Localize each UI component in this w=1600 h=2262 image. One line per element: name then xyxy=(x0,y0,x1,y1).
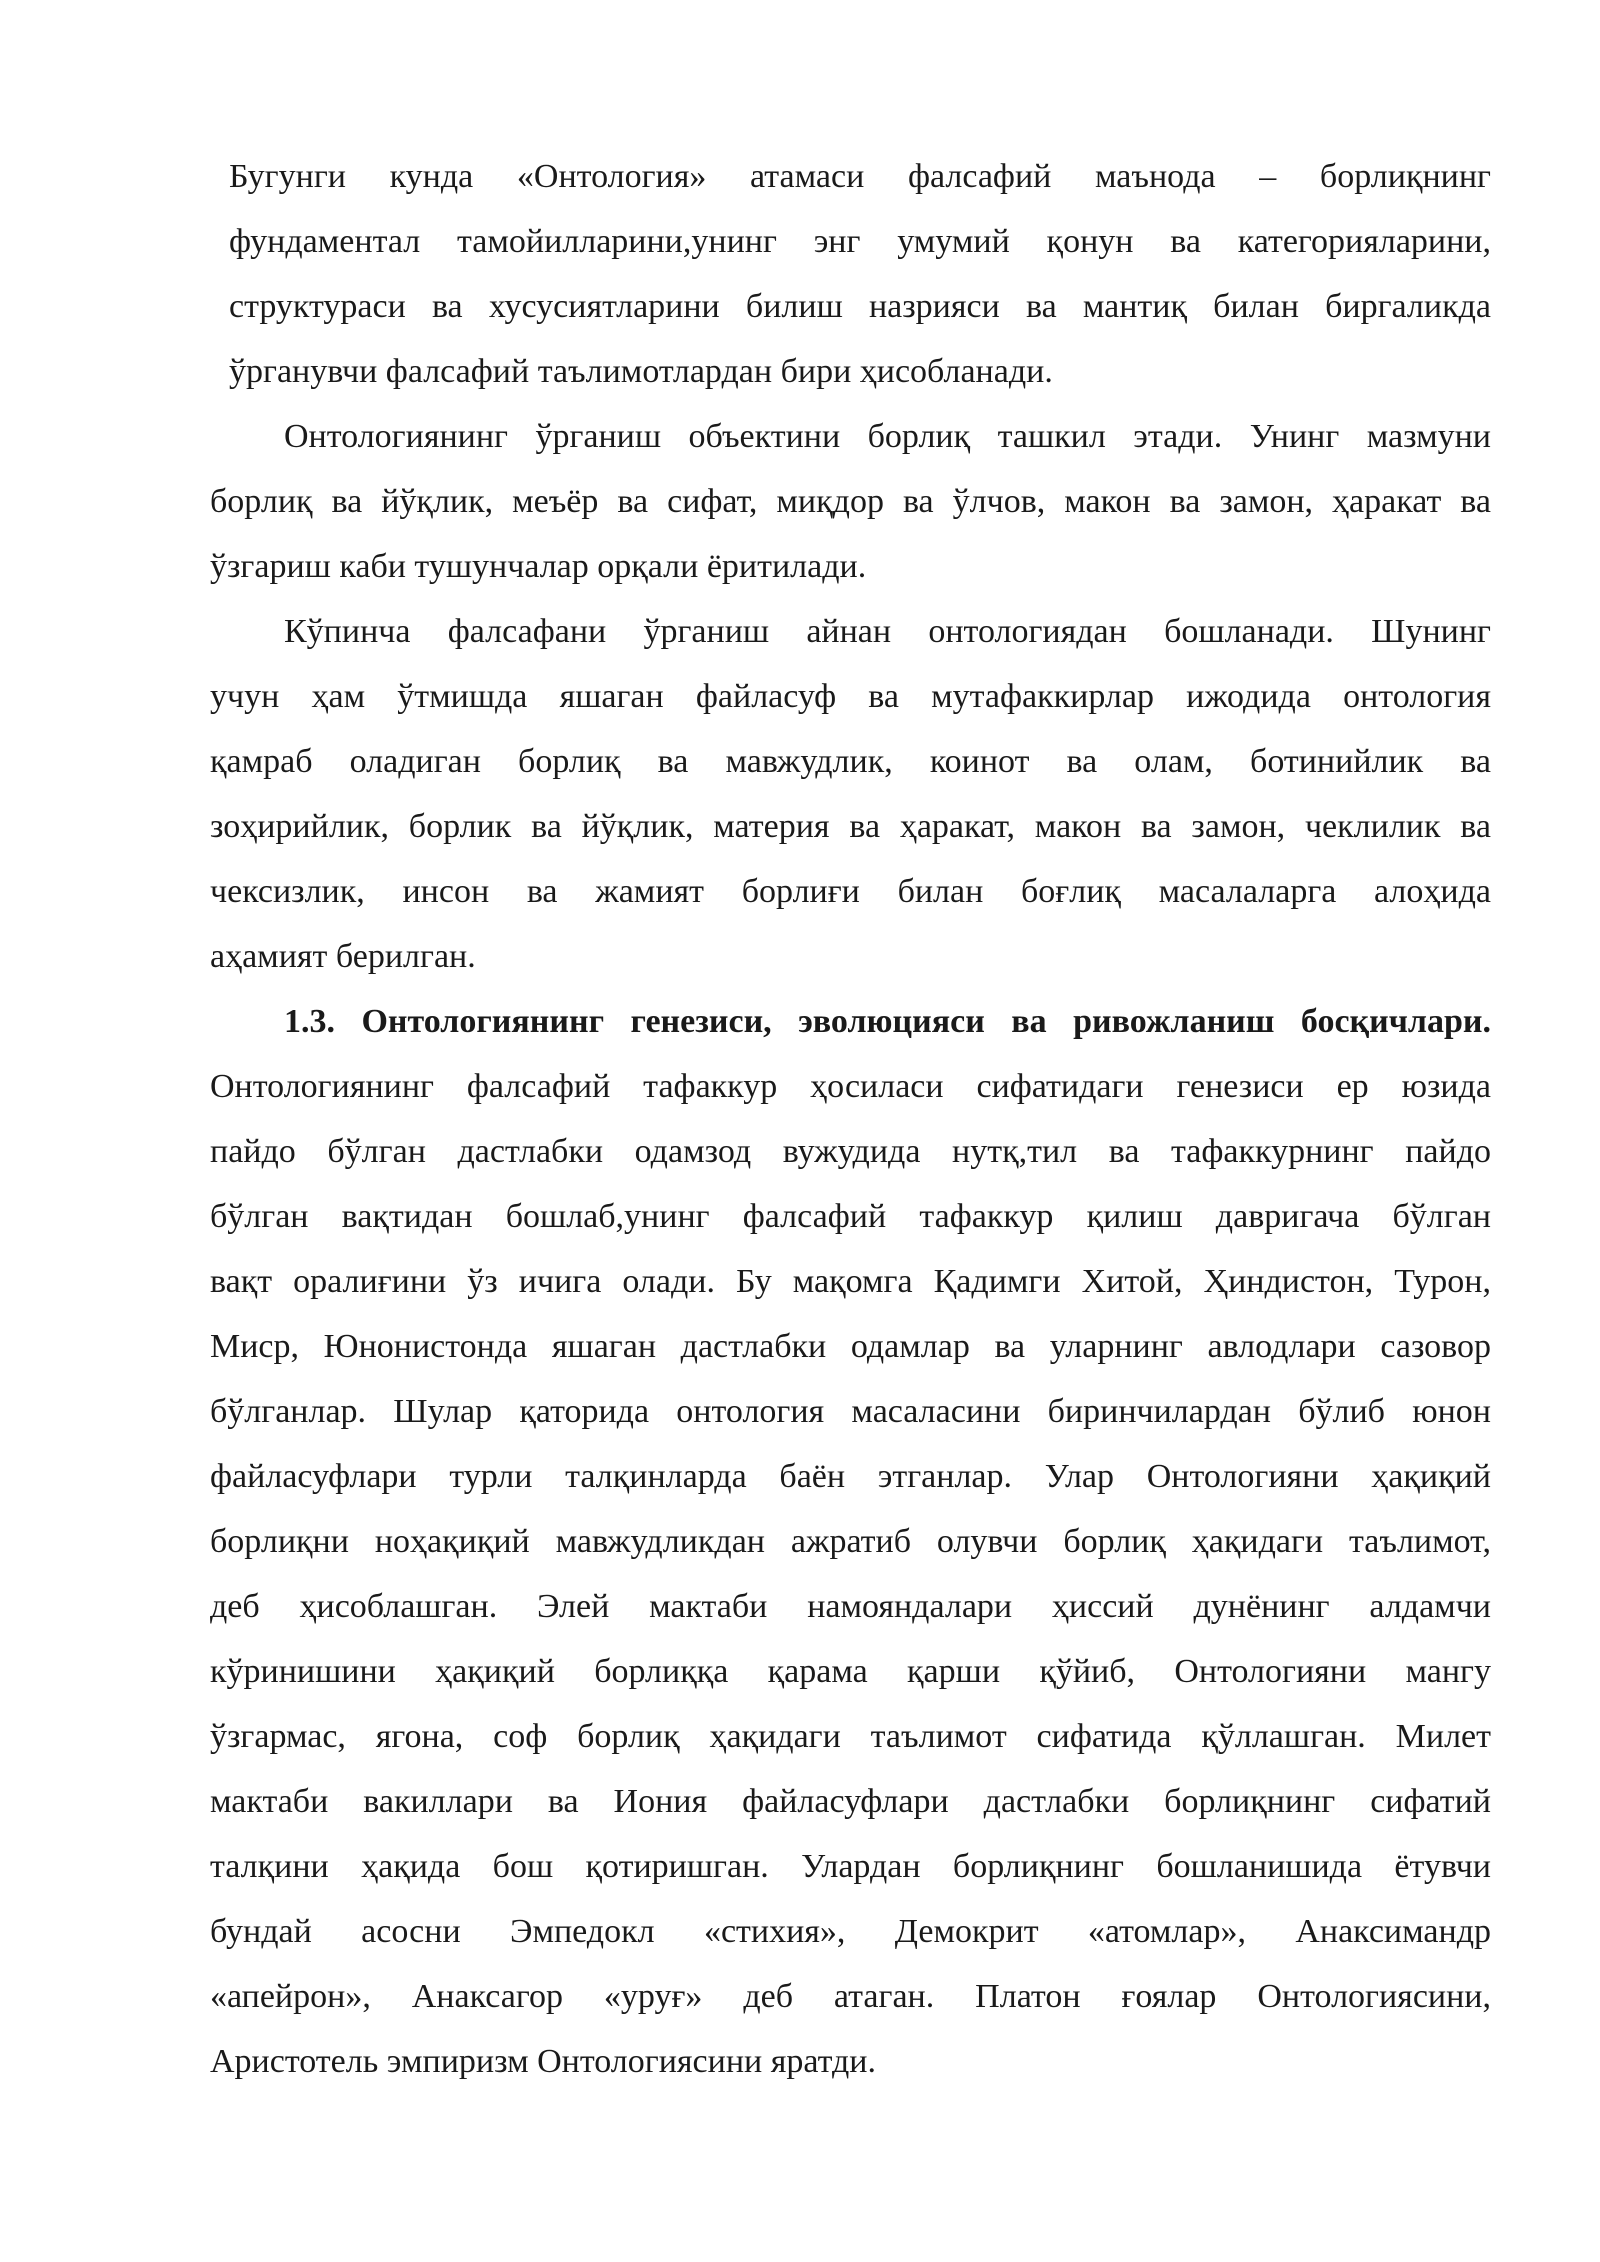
paragraph-4-line: бўлганлар. Шулар қаторида онтология масаласини биринчилардан бўлиб юнон xyxy=(210,1393,1491,1430)
paragraph-3-line: чексизлик, инсон ва жамият борлиғи билан боғлиқ масалаларга алоҳида xyxy=(210,873,1491,910)
paragraph-2-line: Онтологиянинг ўрганиш объектини борлиқ ташкил этади. Унинг мазмуни xyxy=(284,418,1491,455)
paragraph-4-line: «апейрон», Анаксагор «уруғ» деб атаган. Платон ғоялар Онтологиясини, xyxy=(210,1978,1491,2015)
paragraph-4-line: кўринишини ҳақиқий борлиққа қарама қарши қўйиб, Онтологияни мангу xyxy=(210,1653,1491,1690)
paragraph-4-line: талқини ҳақида бош қотиришган. Улардан борлиқнинг бошланишида ётувчи xyxy=(210,1848,1491,1885)
paragraph-4-line: Онтологиянинг фалсафий тафаккур ҳосиласи сифатидаги генезиси ер юзида xyxy=(210,1068,1491,1105)
paragraph-3-line: қамраб оладиган борлиқ ва мавжудлик, коинот ва олам, ботинийлик ва xyxy=(210,743,1491,780)
paragraph-4-line: деб ҳисоблашган. Элей мактаби намояндалари ҳиссий дунёнинг алдамчи xyxy=(210,1588,1491,1625)
paragraph-3-line: зоҳирийлик, борлик ва йўқлик, материя ва ҳаракат, макон ва замон, чеклилик ва xyxy=(210,808,1491,845)
section-heading: 1.3. Онтологиянинг генезиси, эволюцияси ва ривожланиш босқичлари. xyxy=(284,1003,1491,1040)
paragraph-3-line: учун ҳам ўтмишда яшаган файласуф ва мутафаккирлар ижодида онтология xyxy=(210,678,1491,715)
paragraph-2-line: ўзгариш каби тушунчалар орқали ёритилади. xyxy=(210,548,867,585)
paragraph-4-line: ўзгармас, ягона, соф борлиқ ҳақидаги таълимот сифатида қўллашган. Милет xyxy=(210,1718,1491,1755)
paragraph-4-line: борлиқни ноҳақиқий мавжудликдан ажратиб олувчи борлиқ ҳақидаги таълимот, xyxy=(210,1523,1491,1560)
paragraph-1-line: структураси ва хусусиятларини билиш назрияси ва мантиқ билан биргаликда xyxy=(229,288,1491,325)
paragraph-1-line: фундаментал тамойилларини,унинг энг умумий қонун ва категорияларини, xyxy=(229,223,1491,260)
paragraph-2-line: борлиқ ва йўқлик, меъёр ва сифат, миқдор ва ўлчов, макон ва замон, ҳаракат ва xyxy=(210,483,1491,520)
paragraph-4-line: Аристотель эмпиризм Онтологиясини яратди. xyxy=(210,2043,876,2080)
paragraph-3-line: Кўпинча фалсафани ўрганиш айнан онтологиядан бошланади. Шунинг xyxy=(284,613,1491,650)
paragraph-3-line: аҳамият берилган. xyxy=(210,938,476,975)
paragraph-4-line: Миср, Юнонистонда яшаган дастлабки одамлар ва уларнинг авлодлари сазовор xyxy=(210,1328,1491,1365)
paragraph-4-line: файласуфлари турли талқинларда баён этганлар. Улар Онтологияни ҳақиқий xyxy=(210,1458,1491,1495)
paragraph-4-line: бўлган вақтидан бошлаб,унинг фалсафий тафаккур қилиш давригача бўлган xyxy=(210,1198,1491,1235)
paragraph-1-line: Бугунги кунда «Онтология» атамаси фалсафий маънода – борлиқнинг xyxy=(229,158,1491,195)
paragraph-4-line: вақт оралиғини ўз ичига олади. Бу мақомга Қадимги Хитой, Ҳиндистон, Турон, xyxy=(210,1263,1491,1300)
paragraph-4-line: пайдо бўлган дастлабки одамзод вужудида нутқ,тил ва тафаккурнинг пайдо xyxy=(210,1133,1491,1170)
paragraph-4-line: мактаби вакиллари ва Иония файласуфлари дастлабки борлиқнинг сифатий xyxy=(210,1783,1491,1820)
paragraph-1-line: ўрганувчи фалсафий таълимотлардан бири ҳисобланади. xyxy=(229,353,1053,390)
paragraph-4-line: бундай асосни Эмпедокл «стихия», Демокрит «атомлар», Анаксимандр xyxy=(210,1913,1491,1950)
